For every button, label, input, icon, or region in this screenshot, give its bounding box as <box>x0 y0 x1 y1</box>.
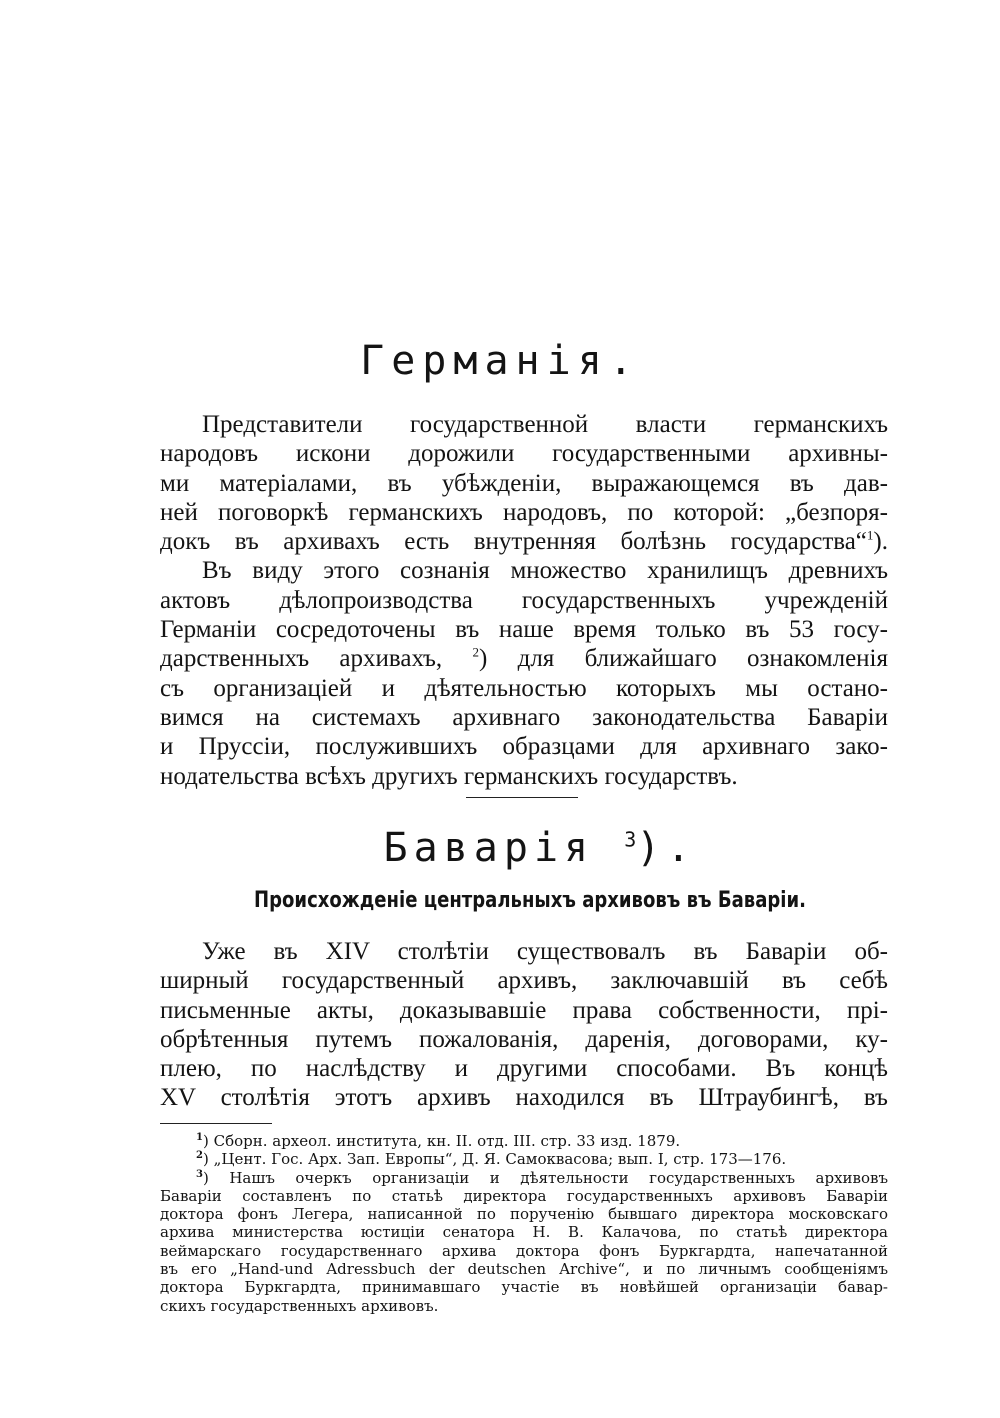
text-line: актовъ дѣлопроизводства государственныхъ учрежденій <box>160 586 888 614</box>
footnote-mark: 1 <box>196 1132 203 1143</box>
text-line: народовъ искони дорожили государственными архивны- <box>160 440 888 468</box>
title-tail: ). <box>636 825 697 871</box>
footnote-line: веймарскаго государственнаго архива доктора фонъ Буркгардта, напечатанной <box>160 1241 888 1260</box>
footnotes <box>160 1132 888 1315</box>
text-fragment: докъ въ архивахъ есть внутренняя болѣзнь государства“ <box>160 528 867 556</box>
text-line: XV столѣтія этотъ архивъ находился въ Штраубингѣ, въ <box>160 1084 888 1112</box>
text-fragment: дарственныхъ архивахъ, <box>160 645 443 673</box>
text-line: Представители государственной власти германскихъ <box>202 411 888 438</box>
footnote-text: ) „Цент. Гос. Арх. Зап. Европы“, Д. Я. Самоквасова; вып. I, стр. 173—176. <box>202 1150 787 1169</box>
footnote-3 <box>160 1169 888 1187</box>
footnote-ref-1: 1 <box>866 527 874 543</box>
footnote-mark: 2 <box>196 1150 203 1162</box>
text-line: Уже въ XIV столѣтіи существовалъ въ Баваріи об- <box>202 938 888 965</box>
section-title-germany: Германія. <box>360 338 640 384</box>
footnote-mark: 3 <box>196 1168 203 1180</box>
text-line: письменные акты, доказывавшіе права собственности, прі- <box>160 996 888 1024</box>
text-line: ми матеріалами, въ убѣжденіи, выражающемся въ дав- <box>160 469 888 497</box>
bavaria-text <box>160 937 888 1113</box>
text-line: ней поговоркѣ германскихъ народовъ, по которой: „безпоря- <box>160 498 888 526</box>
text-line <box>160 644 888 673</box>
text-line: ширный государственный архивъ, заключавшій въ себѣ <box>160 967 888 995</box>
text-line <box>160 527 888 556</box>
footnote-line: доктора фонъ Легера, написанной по порученію бывшаго директора московскаго <box>160 1205 888 1224</box>
footnote-text: ) Нашъ очеркъ организаціи и дѣятельности государственныхъ архивовъ <box>202 1168 888 1187</box>
footnote-ref-2: 2 <box>472 645 479 661</box>
footnote-2 <box>160 1150 888 1168</box>
footnote-1 <box>160 1132 888 1150</box>
footnote-line: архива министерства юстиціи сенатора Н. В. Калачова, по статьѣ директора <box>160 1223 888 1242</box>
text-line: плею, по наслѣдству и другими способами. Въ концѣ <box>160 1055 888 1083</box>
text-line: съ организаціей и дѣятельностью которыхъ мы остано- <box>160 674 888 702</box>
germany-text <box>160 410 888 791</box>
footnote-line: Баваріи составленъ по статьѣ директора государственныхъ архивовъ Баваріи <box>160 1186 888 1205</box>
section-title-bavaria <box>90 825 990 871</box>
text-line: обрѣтенныя путемъ пожалованія, даренія, договорами, ку- <box>160 1025 888 1053</box>
text-line: Въ виду этого сознанія множество хранилищъ древнихъ <box>202 557 888 585</box>
text-line: вимся на системахъ архивнаго законодательства Баваріи <box>160 703 888 731</box>
footnote-line: доктора Буркгардта, принимавшаго участіе въ новѣйшей организаціи бавар- <box>160 1278 888 1297</box>
title-text: Баварія <box>383 825 595 871</box>
text-fragment: ). <box>873 528 888 556</box>
footnote-ref-3: 3 <box>624 827 637 852</box>
footnote-rule <box>160 1123 272 1124</box>
text-line: Германіи сосредоточены въ наше время только въ 53 госу- <box>160 616 888 644</box>
text-line: нодательства всѣхъ другихъ германскихъ государствъ. <box>160 762 738 790</box>
footnote-line: скихъ государственныхъ архивовъ. <box>160 1296 439 1315</box>
footnote-text: ) Сборн. археол. института, кн. II. отд. III. стр. 33 изд. 1879. <box>202 1132 681 1150</box>
subsection-title: Происхожденіе центральныхъ архивовъ въ Баваріи. <box>254 888 806 913</box>
footnote-line: въ его „Hand-und Adressbuch der deutschen Archive“, и по личнымъ сообщеніямъ <box>160 1260 888 1279</box>
section-divider <box>466 797 578 798</box>
text-line: и Пруссіи, послужившихъ образцами для архивнаго зако- <box>160 733 888 761</box>
text-fragment: ) для ближайшаго ознакомленія <box>478 645 889 673</box>
